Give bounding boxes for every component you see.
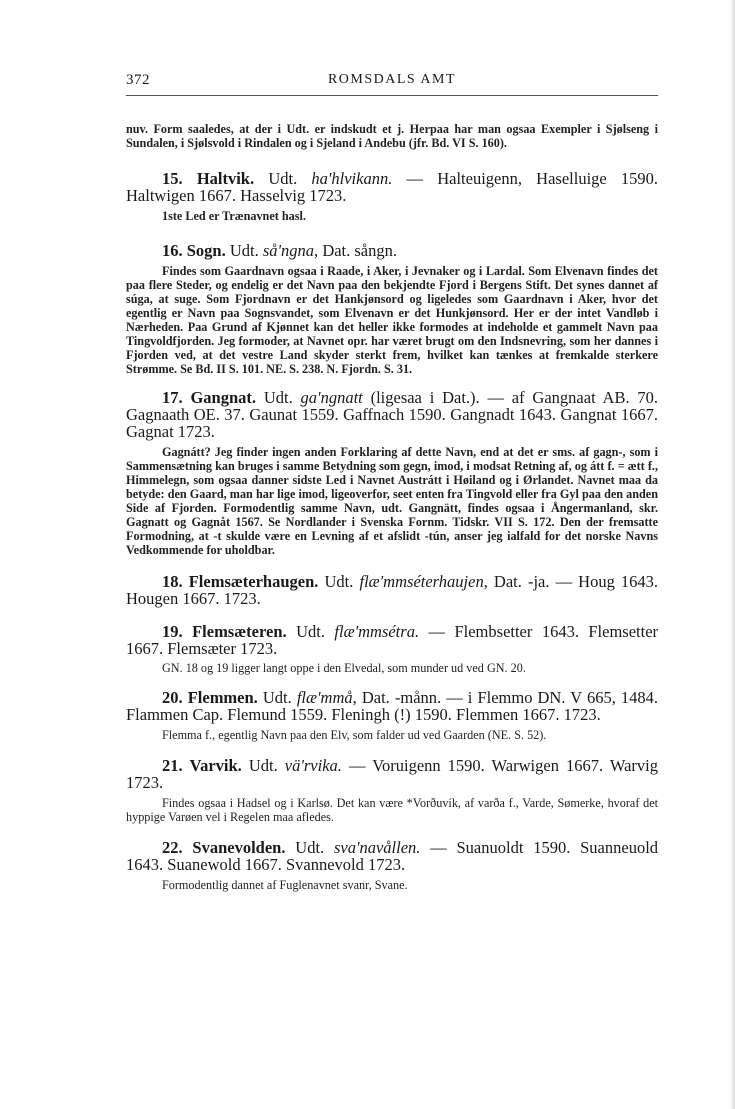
entry-pronunciation: sva'navållen. (333, 838, 421, 857)
entry-name: Haltvik. (196, 169, 255, 188)
entry-pron-prefix: Udt. (229, 241, 259, 260)
entry-pron-prefix: Udt. (324, 572, 354, 591)
entry-18 (126, 573, 658, 607)
entry-pron-prefix: Udt. (268, 169, 298, 188)
entry-forms: — Flembsetter 1643. Flemsetter 1667. Flemsæter 1723. (126, 622, 659, 658)
entry-pronunciation: flæ'mmå, (296, 688, 357, 707)
entry-forms: — Suanuoldt 1590. Suanneuold 1643. Suanewold 1667. Svannevold 1723. (126, 838, 659, 874)
running-title: ROMSDALS AMT (327, 72, 457, 87)
entry-name: Sogn. (186, 241, 226, 260)
entry-15 (126, 170, 658, 204)
entry-pron-prefix: Udt. (262, 688, 292, 707)
entry-note: Findes som Gaardnavn ogsaa i Raade, i Aker, i Jevnaker og i Lardal. Som Elvenavn findes det paa flere Steder, og endelig er det Navn paa den bekjendte Fjord i Bergens Stift. Det synes dannet af súga, at suge. Som Fjordnavn er det Hankjønsord og ligeledes som Gaardnavn i Aker, hvor det egentlig er Navn paa Sognsvandet, som Elvenavn er det Hunkjønsord. Her er der intet Vandløb i Nærheden. Paa Grund af Kjønnet kan det heller ikke formodes at indeholde et gammelt Navn paa Tingvoldfjorden. Jeg formoder, at Navnet opr. har været brugt om den Indsnevring, som her dannes i Fjorden ved, at det vestre Land skyder sterkt frem, hvilket kan tænkes at fremkalde sterkere Strømme. Se Bd. II S. 101. NE. S. 238. N. Fjordn. S. 31. (126, 264, 658, 376)
entry-note: Flemma f., egentlig Navn paa den Elv, som falder ud ved Gaarden (NE. S. 52). (162, 728, 547, 742)
page-edge (729, 0, 735, 1109)
entry-number: 18. (162, 572, 183, 591)
entry-pronunciation: flæ'mmsétra. (334, 622, 420, 641)
entry-note: Formodentlig dannet af Fuglenavnet svanr, Svane. (162, 878, 408, 892)
entry-pronunciation: så'ngna, (262, 241, 319, 260)
entry-22 (126, 839, 658, 873)
entry-note: Gagnátt? Jeg finder ingen anden Forklaring af dette Navn, end at det er sms. af gagn-, som i Sammensætning kan bruges i samme Betydning som gegn, imod, i modsat Retning af, og átt f. = ætt f., Himmelegn, som ogsaa danner sidste Led i Navnet Austrátt i Høiland og i Ørlandet. Navnet maa da betyde: den Gaard, man har lige imod, ligeoverfor, seet enten fra Tingvold eller fra Gyl paa den anden Side af Fjorden. Formodentlig samme Navn, udt. Gangnätt, findes ogsaa i Ångermanland, skr. Gagnatt og Gagnåt 1567. Se Nordlander i Svenska Fornm. Tidskr. VII S. 172. Den der fremsatte Formodning, at -t skulde være en Levning af et afslidt -tún, anser jeg ialfald for det norske Navns Vedkommende for uholdbar. (126, 445, 658, 557)
entry-name: Flemsæteren. (192, 622, 287, 641)
page-header (126, 72, 658, 92)
entry-pronunciation: flæ'mmséterhaujen, (359, 572, 488, 591)
entry-forms: (ligesaa i Dat.). — af Gangnaat AB. 70. Gagnaath OE. 37. Gaunat 1559. Gaffnach 1590. Gangnadt 1643. Gangnat 1667. Gagnat 1723. (126, 388, 659, 441)
entry-16 (126, 242, 658, 259)
entry-number: 20. (162, 688, 183, 707)
page-number: 372 (126, 72, 150, 88)
entry-20 (126, 689, 658, 723)
entry-forms: — Voruigenn 1590. Warwigen 1667. Warvig 1723. (126, 756, 659, 792)
text-column (126, 72, 658, 892)
entry-name: Flemsæterhaugen. (188, 572, 319, 591)
entry-number: 15. (162, 169, 183, 188)
entry-pron-prefix: Udt. (263, 388, 293, 407)
entry-pronunciation: ga'ngnatt (300, 388, 363, 407)
entry-pron-prefix: Udt. (296, 622, 325, 641)
entry-number: 17. (162, 388, 183, 407)
entry-name: Svanevolden. (192, 838, 286, 857)
entry-name: Varvik. (189, 756, 242, 775)
entry-forms: — Halteuigenn, Haselluige 1590. Haltwigen 1667. Hasselvig 1723. (126, 169, 659, 205)
entry-number: 22. (162, 838, 183, 857)
entry-pron-prefix: Udt. (295, 838, 325, 857)
entry-name: Gangnat. (190, 388, 257, 407)
entry-note: 1ste Led er Trænavnet hasl. (162, 209, 306, 223)
header-rule (126, 95, 658, 96)
entry-number: 21. (162, 756, 183, 775)
entry-pronunciation: ha'hlvikann. (311, 169, 393, 188)
entry-forms: Dat. sångn. (322, 241, 398, 260)
entry-note: Findes ogsaa i Hadsel og i Karlsø. Det kan være *Vorðuvík, af varða f., Varde, Sømerke, hvoraf det hyppige Varøen vel i Regelen maa afledes. (126, 796, 658, 824)
entry-17 (126, 389, 658, 440)
entry-19 (126, 623, 658, 657)
entry-forms: Dat. -månn. — i Flemmo DN. V 665, 1484. Flammen Cap. Flemund 1559. Fleningh (!) 1590. Flemmen 1667. 1723. (126, 688, 659, 724)
entry-pron-prefix: Udt. (248, 756, 278, 775)
entry-name: Flemmen. (187, 688, 258, 707)
entry-21 (126, 757, 658, 791)
entry-pronunciation: vä'rvika. (284, 756, 342, 775)
entry-number: 19. (162, 622, 183, 641)
entry-number: 16. (162, 241, 183, 260)
entry-forms: Dat. -ja. — Houg 1643. Hougen 1667. 1723. (126, 572, 659, 608)
intro-paragraph: nuv. Form saaledes, at der i Udt. er indskudt et j. Herpaa har man ogsaa Exempler i Sjølseng i Sundalen, i Sjølsvold i Rindalen og i Sjeland i Andebu (jfr. Bd. VI S. 160). (126, 122, 658, 150)
entry-note: GN. 18 og 19 ligger langt oppe i den Elvedal, som munder ud ved GN. 20. (162, 661, 526, 675)
